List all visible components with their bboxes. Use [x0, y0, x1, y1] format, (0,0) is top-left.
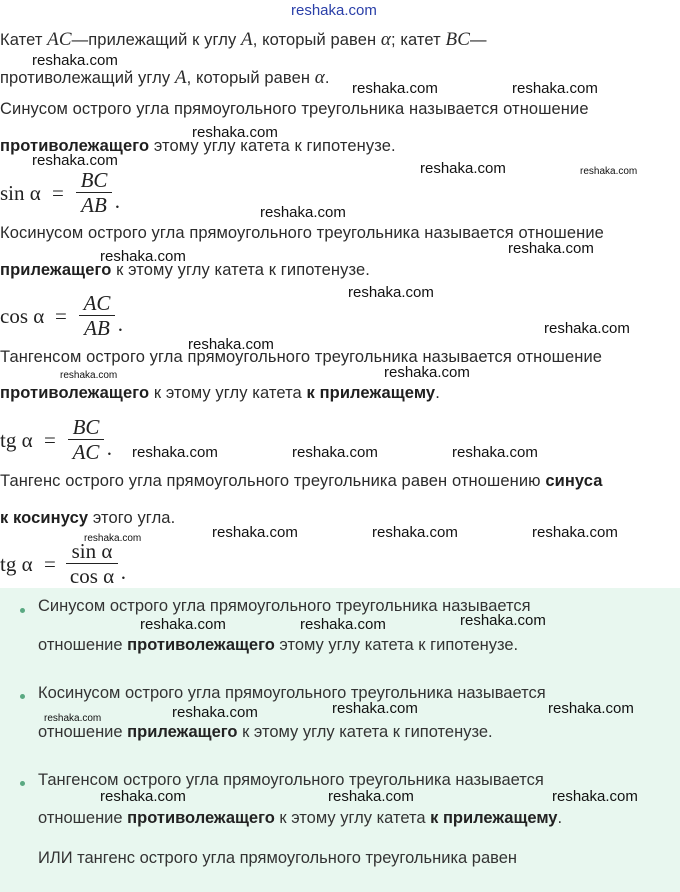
summary-box — [0, 588, 680, 892]
watermark: reshaka.com — [192, 124, 278, 141]
watermark: reshaka.com — [188, 336, 274, 353]
watermark: reshaka.com — [544, 320, 630, 337]
watermark: reshaka.com — [84, 533, 142, 544]
watermark: reshaka.com — [100, 788, 186, 805]
watermark: reshaka.com — [508, 240, 594, 257]
summary-cosine-line-2: отношение прилежащего к этому углу катета к гипотенузе. — [38, 723, 493, 741]
watermark: reshaka.com — [328, 788, 414, 805]
watermark: reshaka.com — [300, 616, 386, 633]
cosine-definition-line-1: Косинусом острого угла прямоугольного треугольника называется отношение — [0, 224, 604, 242]
summary-tangent-line-1: Тангенсом острого угла прямоугольного треугольника называется — [38, 771, 544, 789]
watermark: reshaka.com — [332, 700, 418, 717]
tangent-sin-cos-formula: tg α = sin α cos α . — [0, 539, 126, 588]
watermark: reshaka.com — [292, 444, 378, 461]
watermark: reshaka.com — [460, 612, 546, 629]
legs-description-line-2: противолежащий углу A, который равен α. — [0, 67, 330, 88]
watermark: reshaka.com — [212, 524, 298, 541]
watermark: reshaka.com — [372, 524, 458, 541]
watermark: reshaka.com — [172, 704, 258, 721]
watermark: reshaka.com — [140, 616, 226, 633]
tangent-formula: tg α = BC AC . — [0, 415, 112, 464]
tangent-definition-line-1: Тангенсом острого угла прямоугольного треугольника называется отношение — [0, 348, 603, 366]
sine-formula: sin α = BC AB . — [0, 168, 120, 217]
watermark: reshaka.com — [60, 370, 118, 381]
watermark: reshaka.com — [532, 524, 618, 541]
summary-tangent-line-2: отношение противолежащего к этому углу катета к прилежащему. — [38, 809, 563, 827]
summary-sine-line-1: Синусом острого угла прямоугольного треугольника называется — [38, 597, 531, 615]
watermark: reshaka.com — [348, 284, 434, 301]
summary-cosine-line-1: Косинусом острого угла прямоугольного треугольника называется — [38, 684, 546, 702]
watermark: reshaka.com — [32, 152, 118, 169]
watermark: reshaka.com — [384, 364, 470, 381]
watermark: reshaka.com — [512, 80, 598, 97]
cosine-formula: cos α = AC AB . — [0, 291, 123, 340]
watermark: reshaka.com — [132, 444, 218, 461]
bullet-icon — [20, 608, 25, 613]
watermark: reshaka.com — [580, 166, 638, 177]
watermark: reshaka.com — [548, 700, 634, 717]
watermark: reshaka.com — [260, 204, 346, 221]
watermark: reshaka.com — [32, 52, 118, 69]
watermark: reshaka.com — [100, 248, 186, 265]
sine-definition-line-1: Синусом острого угла прямоугольного треугольника называется отношение — [0, 100, 589, 118]
bullet-icon — [20, 781, 25, 786]
legs-description-line-1: Катет AC—прилежащий к углу A, который равен α; катет BC— — [0, 29, 487, 50]
tangent-ratio-line-1: Тангенс острого угла прямоугольного треугольника равен отношению синуса — [0, 472, 603, 490]
tangent-ratio-line-2: к косинусу этого угла. — [0, 509, 176, 527]
watermark: reshaka.com — [452, 444, 538, 461]
watermark: reshaka.com — [420, 160, 506, 177]
site-logo[interactable]: reshaka.com — [291, 2, 377, 19]
cosine-definition-line-2: прилежащего к этому углу катета к гипотенузе. — [0, 261, 370, 279]
watermark: reshaka.com — [552, 788, 638, 805]
summary-tangent-line-3: ИЛИ тангенс острого угла прямоугольного треугольника равен — [38, 849, 518, 867]
summary-sine-line-2: отношение противолежащего этому углу катета к гипотенузе. — [38, 636, 519, 654]
watermark: reshaka.com — [352, 80, 438, 97]
watermark: reshaka.com — [44, 713, 102, 724]
sine-definition-line-2: противолежащего этому углу катета к гипотенузе. — [0, 137, 396, 155]
bullet-icon — [20, 694, 25, 699]
tangent-definition-line-2: противолежащего к этому углу катета к прилежащему. — [0, 384, 440, 402]
